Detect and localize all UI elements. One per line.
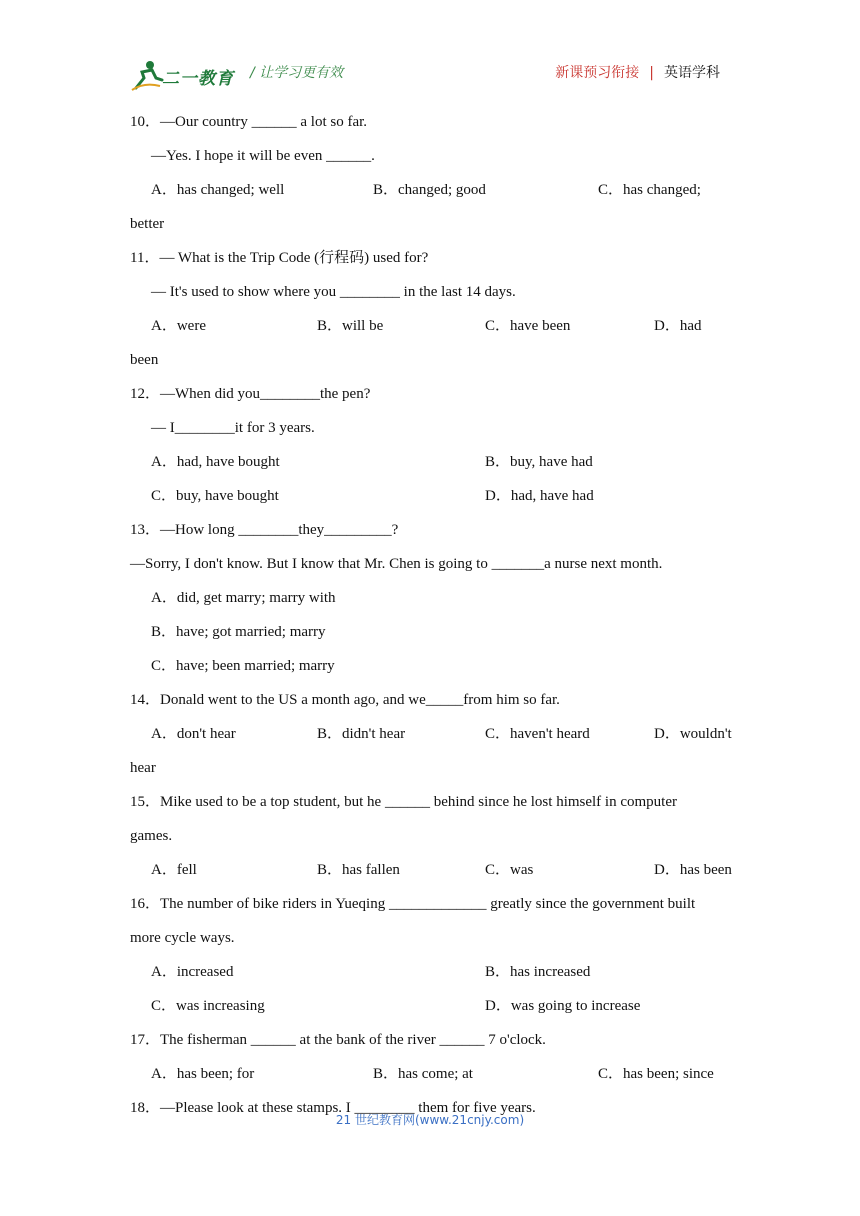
option-a: A．don't hear [151,726,236,742]
option-c: C．has changed; [598,182,701,198]
option-wrap: better [130,216,165,232]
option-a: A．fell [151,862,197,878]
option-a: A．were [151,318,206,334]
option-b: B．buy, have had [485,454,593,470]
option-row [130,992,740,1026]
option-row [130,312,740,346]
option-row [130,720,740,754]
question-reply: — It's used to show where you ________ in the last 14 days. [151,284,516,300]
option-d: D．wouldn't [654,726,732,742]
option-b: B．has fallen [317,862,400,878]
option-b: B．have; got married; marry [151,624,326,640]
question-reply: —Sorry, I don't know. But I know that Mr. Chen is going to _______a nurse next month. [130,556,663,572]
question-stem-cont: games. [130,828,173,844]
option-d: D．had [654,318,702,334]
option-b: B．will be [317,318,384,334]
question-reply: — I________it for 3 years. [151,420,315,436]
option-a: A．increased [151,964,234,980]
option-b: B．didn't hear [317,726,406,742]
option-row [130,448,740,482]
option-row [130,176,740,210]
logo-text: 二一教育 [162,69,234,89]
subject-label: 英语学科 [664,65,720,81]
option-row [130,1060,740,1094]
option-c: C．have; been married; marry [151,658,335,674]
question-reply: —Yes. I hope it will be even ______. [151,148,375,164]
logo [130,58,250,92]
question-stem: 16．The number of bike riders in Yueqing _____________ greatly since the government built [130,896,696,912]
option-a: A．had, have bought [151,454,280,470]
option-c: C．have been [485,318,571,334]
option-b: B．has come; at [373,1066,473,1082]
header-subject [555,62,720,82]
option-d: D．has been [654,862,732,878]
course-label: 新课预习衔接 [555,65,640,81]
question-stem: 15．Mike used to be a top student, but he ______ behind since he lost himself in computer [130,794,677,810]
option-d: D．was going to increase [485,998,641,1014]
option-row [130,856,740,890]
footer-source: 21 世纪教育网(www.21cnjy.com) [335,1113,525,1127]
question-stem: 11．— What is the Trip Code (行程码) used for? [130,250,429,266]
question-stem: 12．—When did you________the pen? [130,386,371,402]
option-row [130,482,740,516]
option-c: C．was [485,862,534,878]
option-a: A．did, get marry; marry with [151,590,336,606]
option-d: D．had, have had [485,488,594,504]
question-stem: 17．The fisherman ______ at the bank of the river ______ 7 o'clock. [130,1032,546,1048]
question-stem-cont: more cycle ways. [130,930,235,946]
slogan: / 让学习更有效 [250,65,344,81]
option-row [130,958,740,992]
option-wrap: been [130,352,159,368]
option-c: C．has been; since [598,1066,714,1082]
option-c: C．buy, have bought [151,488,279,504]
question-stem: 13．—How long ________they_________? [130,522,399,538]
option-c: C．was increasing [151,998,265,1014]
question-stem: 18．—Please look at these stamps. I ________ them for five years. [130,1100,536,1116]
option-c: C．haven't heard [485,726,590,742]
question-stem: 10．—Our country ______ a lot so far. [130,114,368,130]
option-wrap: hear [130,760,156,776]
option-a: A．has changed; well [151,182,285,198]
question-stem: 14．Donald went to the US a month ago, and we_____from him so far. [130,692,560,708]
header-separator: | [649,65,654,81]
option-b: B．has increased [485,964,591,980]
runner-logo-icon [130,58,164,92]
option-b: B．changed; good [373,182,486,198]
page-header [130,50,730,98]
option-a: A．has been; for [151,1066,255,1082]
question-list [130,108,740,1128]
